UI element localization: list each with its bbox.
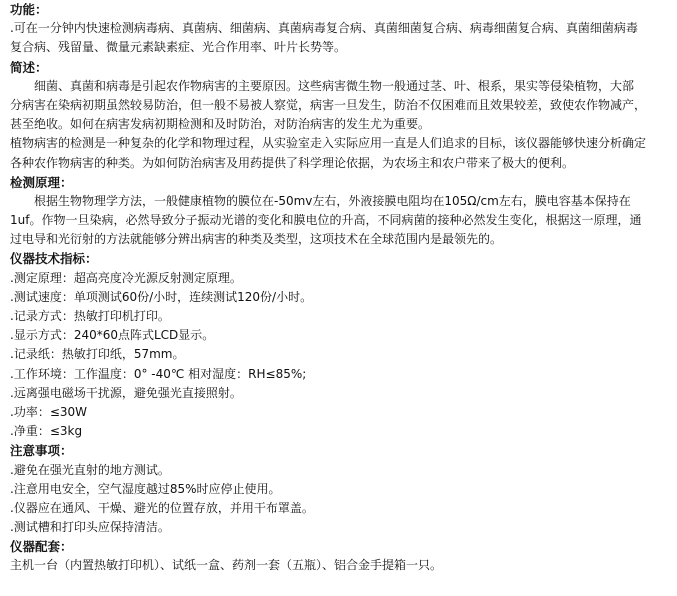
paragraph-line: 甚至绝收。如何在病害发病初期检测和及时防治，对防治病害的发生尤为重要。 bbox=[10, 117, 431, 132]
caution-item: .注意用电安全，空气湿度越过85%时应停止使用。 bbox=[10, 481, 281, 496]
paragraph-line: 复合病、残留量、微量元素缺素症、光合作用率、叶片长势等。 bbox=[10, 40, 347, 55]
section-heading-accessories: 仪器配套： bbox=[10, 539, 73, 555]
spec-item: .净重：≤3kg bbox=[10, 424, 83, 439]
paragraph-line: 各种农作物病害的种类。为如何防治病害及用药提供了科学理论依据，为农场主和农户带来了极大的便利。 bbox=[10, 155, 575, 170]
paragraph-line: .可在一分钟内快速检测病毒病、真菌病、细菌病、真菌病毒复合病、真菌细菌复合病、病毒细菌复合病、真菌细菌病毒 bbox=[10, 21, 638, 36]
paragraph-line: 主机一台（内置热敏打印机）、试纸一盒、药剂一套（五瓶）、铝合金手提箱一只。 bbox=[10, 558, 443, 573]
caution-item: .测试槽和打印头应保持清洁。 bbox=[10, 520, 170, 535]
caution-item: .避免在强光直射的地方测试。 bbox=[10, 462, 170, 477]
spec-item: .测定原理：超高亮度冷光源反射测定原理。 bbox=[10, 270, 242, 285]
spec-item: .工作环境：工作温度：0° -40℃ 相对湿度：RH≤85%; bbox=[10, 366, 307, 381]
spec-item: .测试速度：单项测试60份/小时，连续测试120份/小时。 bbox=[10, 289, 313, 304]
section-heading-principle: 检测原理： bbox=[10, 174, 73, 190]
section-heading-function: 功能： bbox=[10, 2, 48, 17]
section-heading-specs: 仪器技术指标： bbox=[10, 251, 98, 267]
product-description bbox=[10, 0, 672, 576]
paragraph-line: 过电导和光衍射的方法就能够分辨出病害的种类及类型，这项技术在全球范围内是最领先的。 bbox=[10, 232, 503, 247]
caution-item: .仪器应在通风、干燥、避光的位置存放，并用干布罩盖。 bbox=[10, 500, 314, 515]
paragraph-line: 细菌、真菌和病毒是引起农作物病害的主要原因。这些病害微生物一般通过茎、叶、根系，果实等侵染植物，大部 bbox=[34, 78, 635, 93]
paragraph-line: 植物病害的检测是一种复杂的化学和物理过程，从实验室走入实际应用一直是人们追求的目标，该仪器能够快速分析确定 bbox=[10, 136, 647, 151]
paragraph-line: 分病害在染病初期虽然较易防治，但一般不易被人察觉，病害一旦发生，防治不仅困难而且效果较差，致使农作物减产， bbox=[10, 97, 647, 112]
spec-item: .记录方式：热敏打印机打印。 bbox=[10, 309, 170, 323]
section-heading-cautions: 注意事项： bbox=[10, 443, 73, 459]
section-heading-summary: 简述： bbox=[10, 59, 48, 75]
spec-item: .显示方式：240*60点阵式LCD显示。 bbox=[10, 328, 215, 343]
paragraph-line: 根据生物物理学方法，一般健康植物的膜位在-50mv左右，外液接膜电阻均在105Ω/cm左右，膜电容基本保持在 bbox=[34, 193, 631, 208]
paragraph-line: 1uf。作物一旦染病，必然导致分子振动光谱的变化和膜电位的升高，不同病菌的接种必然发生变化，根据这一原理，通 bbox=[10, 213, 642, 228]
spec-item: .远离强电磁场干扰源，避免强光直接照射。 bbox=[10, 385, 242, 400]
spec-item: .记录纸：热敏打印纸，57mm。 bbox=[10, 347, 185, 362]
spec-item: .功率：≤30W bbox=[10, 404, 88, 419]
